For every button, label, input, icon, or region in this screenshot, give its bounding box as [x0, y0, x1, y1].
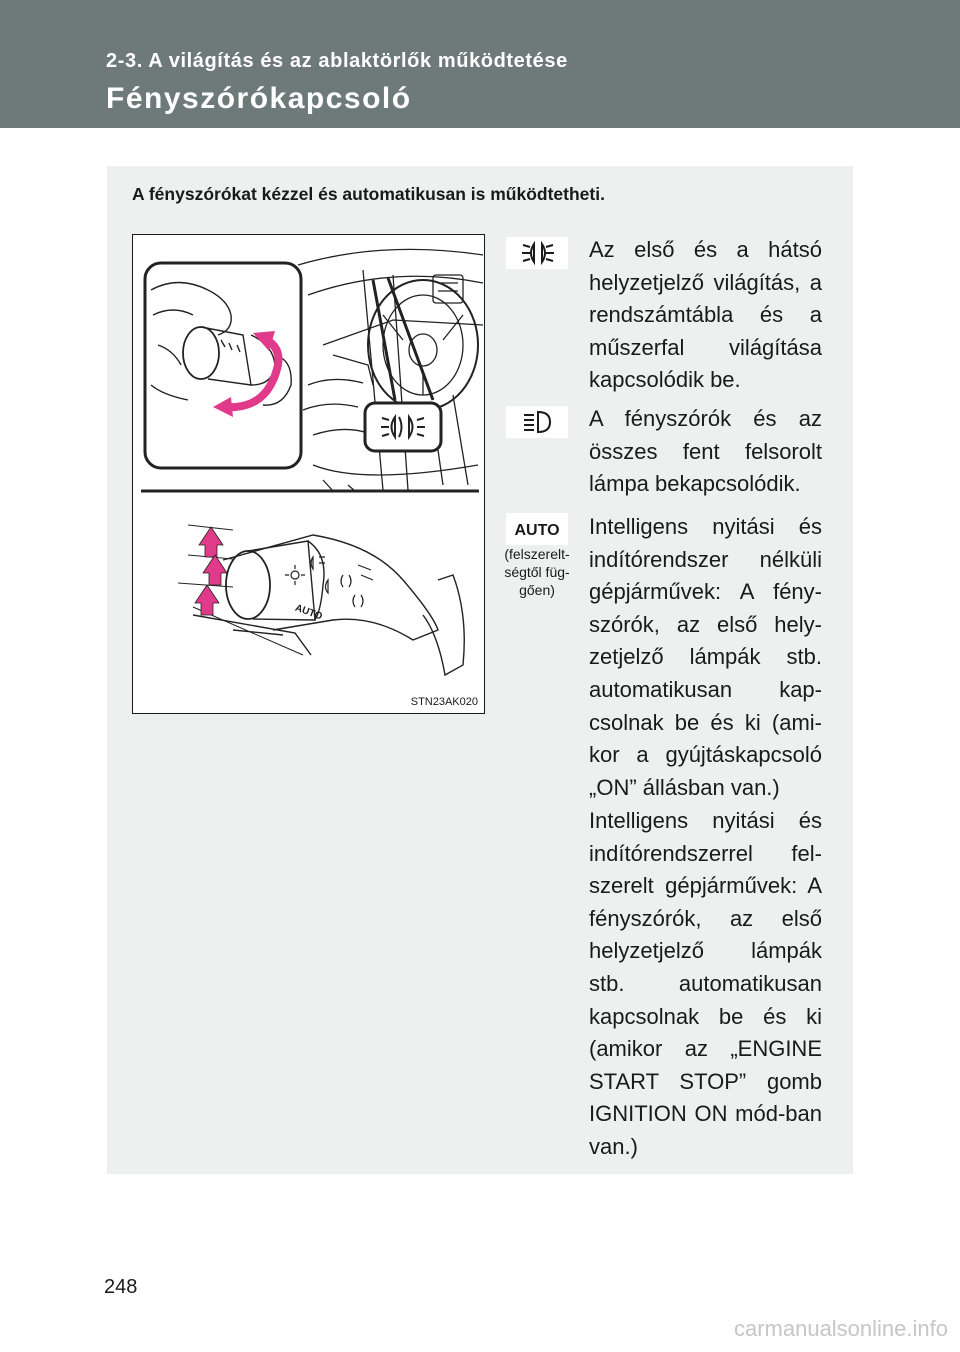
tail-lamp-description: Az első és a hátsó helyzetjelző világítás, a rendszámtábla és a műszerfal világítása kapcsolódik be.	[589, 237, 822, 393]
page-title: Fényszórókapcsoló	[106, 82, 412, 115]
headlamp-icon	[506, 406, 568, 438]
auto-label-icon	[506, 513, 568, 545]
intro-text: A fényszórókat kézzel és automatikusan is működtetheti.	[132, 184, 605, 204]
page-number: 248	[104, 1276, 138, 1298]
watermark: carmanualsonline.info	[733, 1316, 948, 1341]
svg-text:AUTO: AUTO	[514, 522, 560, 539]
page-header	[0, 0, 960, 128]
callout-icon-box	[365, 403, 441, 451]
lever-auto-marking: AUTO	[293, 602, 324, 623]
headlamp-description: A fényszórók és az összes fent felsorolt lámpa bekapcsolódik.	[589, 406, 822, 497]
tail-lamp-symbol-box	[506, 237, 568, 269]
lever-drawing	[193, 535, 464, 675]
auto-symbol-box	[506, 513, 568, 545]
auto-description-with-smart-key: Intelligens nyitási és indítórendszerrel fel-szerelt gépjárművek: A fényszórók, az első helyzetjelző lámpák stb. automatikusan kapcsolnak be és ki (amikor az „ENGINE START STOP” gomb IGNITION ON mód-ban van.)	[589, 808, 822, 1159]
auto-description-without-smart-key: Intelligens nyitási és indítórendszer nélküli gépjárművek: A fény-szórók, az első hely-zetjelző lámpák stb. automatikusan kap-csolnak be és ki (ami-kor a gyújtáskapcsoló „ON” állásban van.)	[589, 514, 822, 800]
auto-equipment-note: (felszerelt-ségtől füg-gően)	[504, 546, 570, 598]
position-arrows	[195, 527, 227, 615]
lever-symbols	[285, 557, 373, 607]
section-title: 2-3. A világítás és az ablaktörlők működtetése	[106, 50, 568, 72]
figure-code: STN23AK020	[410, 696, 478, 708]
headlight-switch-illustration	[133, 235, 486, 715]
headlamp-symbol-box	[506, 406, 568, 438]
headlight-switch-figure	[132, 234, 485, 714]
tail-lamp-icon	[506, 237, 568, 269]
